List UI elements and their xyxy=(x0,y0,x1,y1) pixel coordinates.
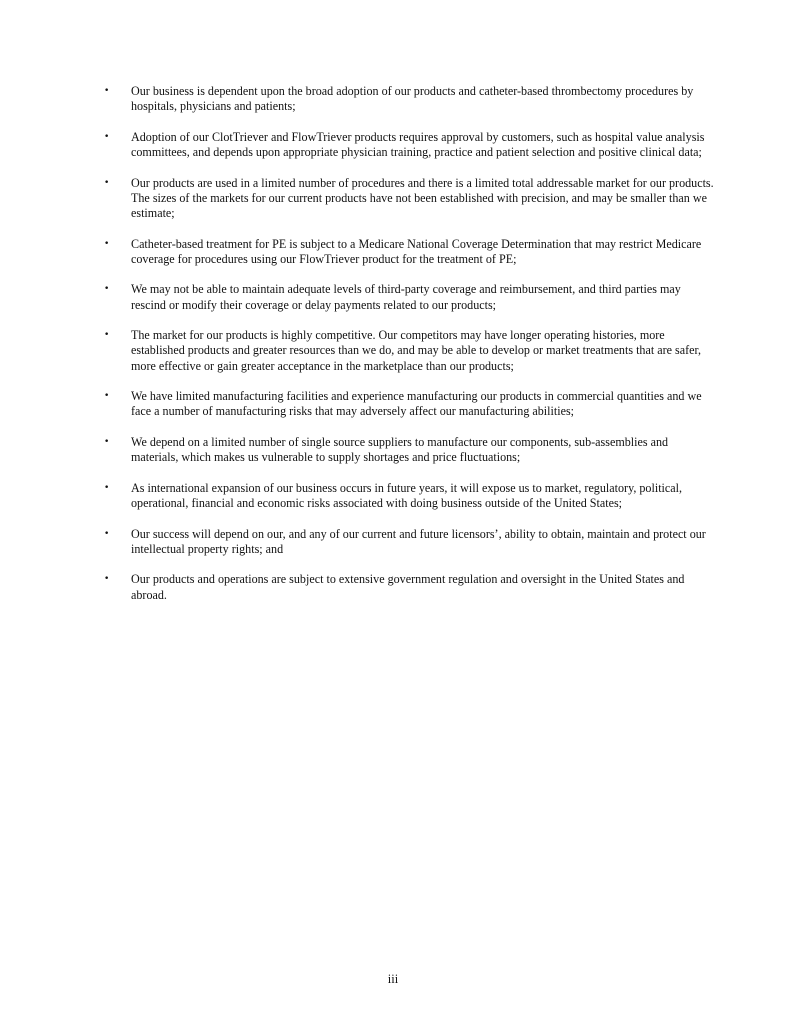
list-item-text: As international expansion of our business occurs in future years, it will expose us to market, regulatory, political, operational, financial and economic risks associated with doing business outside of the United States; xyxy=(131,480,683,510)
risk-summary-list xyxy=(104,84,714,618)
list-item-text: Our products are used in a limited number of procedures and there is a limited total addressable market for our products. The sizes of the markets for our current products have not been established with precision, and may be smaller than we estimate; xyxy=(131,175,714,220)
list-item xyxy=(104,435,714,465)
bullet-icon: • xyxy=(104,391,110,402)
list-item xyxy=(104,130,714,160)
list-item-text: Our business is dependent upon the broad adoption of our products and catheter-based thrombectomy procedures by hospitals, physicians and patients; xyxy=(131,84,694,114)
list-item xyxy=(104,328,714,374)
list-item xyxy=(104,481,714,511)
bullet-icon: • xyxy=(104,284,110,295)
list-item xyxy=(104,389,714,419)
list-item xyxy=(104,176,714,222)
bullet-icon: • xyxy=(104,131,110,142)
list-item-text: Adoption of our ClotTriever and FlowTriever products requires approval by customers, such as hospital value analysis committees, and depends upon appropriate physician training, practice and patient selection and positive clinical data; xyxy=(131,129,705,159)
list-item-text: We may not be able to maintain adequate levels of third-party coverage and reimbursement, and third parties may rescind or modify their coverage or delay payments related to our products; xyxy=(131,282,681,312)
page-number: iii xyxy=(387,972,399,986)
list-item-text: We depend on a limited number of single source suppliers to manufacture our components, sub-assemblies and materials, which makes us vulnerable to supply shortages and price fluctuations; xyxy=(131,434,669,465)
list-item-text: The market for our products is highly competitive. Our competitors may have longer operating histories, more established products and greater resources than we do, and may be able to develop or market treatments that are safer, more effective or gain greater acceptance in the marketplace than our products; xyxy=(131,328,702,373)
bullet-icon: • xyxy=(104,177,110,188)
list-item xyxy=(104,84,714,114)
bullet-icon: • xyxy=(104,238,110,249)
list-item xyxy=(104,282,714,312)
list-item-text: Catheter-based treatment for PE is subject to a Medicare National Coverage Determination that may restrict Medicare coverage for procedures using our FlowTriever product for the treatment of PE; xyxy=(131,236,702,266)
bullet-icon: • xyxy=(104,330,110,341)
list-item-text: We have limited manufacturing facilities and experience manufacturing our products in commercial quantities and we face a number of manufacturing risks that may adversely affect our manufacturing abilities; xyxy=(131,389,702,419)
bullet-icon: • xyxy=(104,86,110,96)
bullet-icon: • xyxy=(104,528,110,539)
list-item xyxy=(104,527,714,557)
list-item xyxy=(104,237,714,267)
bullet-icon: • xyxy=(104,574,110,585)
bullet-icon: • xyxy=(104,482,110,493)
list-item-text: Our success will depend on our, and any of our current and future licensors’, ability to obtain, maintain and protect our intellectual property rights; and xyxy=(131,526,706,556)
list-item xyxy=(104,572,714,602)
bullet-icon: • xyxy=(104,436,110,447)
list-item-text: Our products and operations are subject to extensive government regulation and oversight in the United States and abroad. xyxy=(131,572,685,602)
